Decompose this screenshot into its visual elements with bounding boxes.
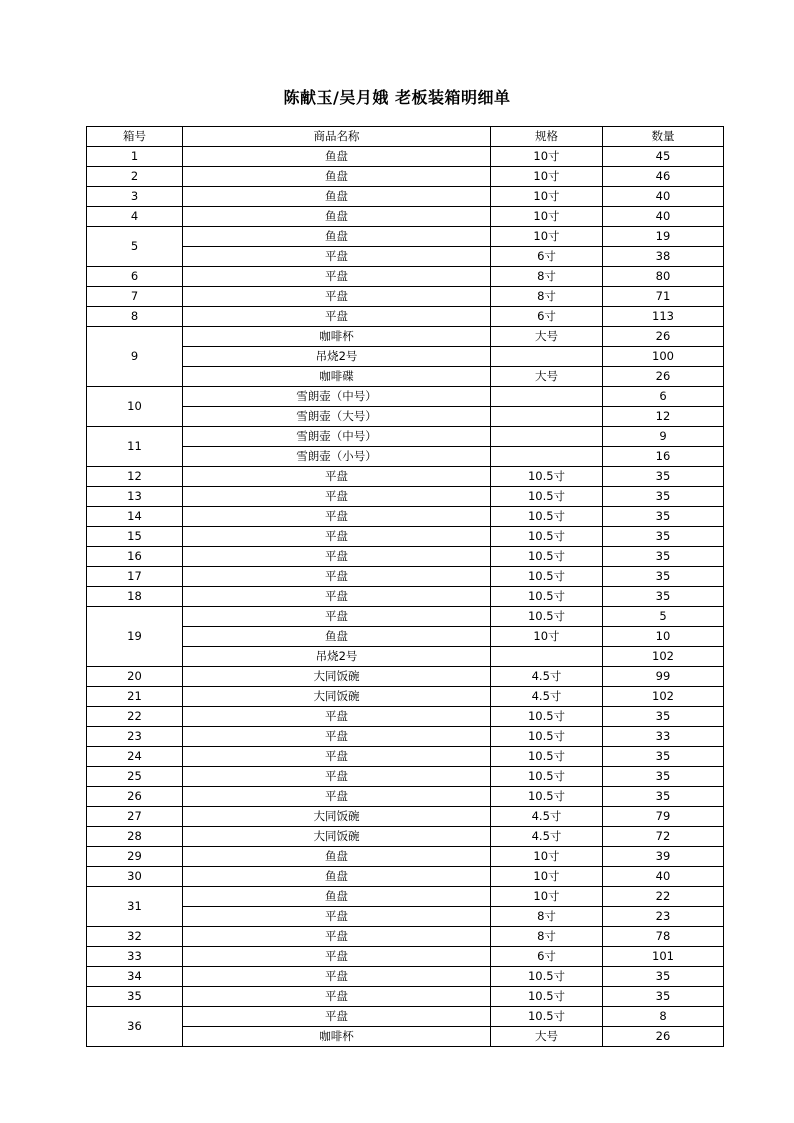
- spec-cell: 10.5寸: [491, 547, 603, 567]
- box-number-cell: 1: [87, 147, 183, 167]
- spec-cell: 10.5寸: [491, 607, 603, 627]
- product-name-cell: 鱼盘: [183, 207, 491, 227]
- header-row: [87, 127, 724, 147]
- product-name-cell: 平盘: [183, 987, 491, 1007]
- quantity-cell: 35: [603, 967, 724, 987]
- quantity-cell: 45: [603, 147, 724, 167]
- product-name-cell: 鱼盘: [183, 847, 491, 867]
- table-row: [87, 927, 724, 947]
- packing-list-table: [86, 126, 724, 1047]
- spec-cell: [491, 427, 603, 447]
- product-name-cell: 平盘: [183, 587, 491, 607]
- box-number-cell: 13: [87, 487, 183, 507]
- box-number-cell: 11: [87, 427, 183, 467]
- box-number-cell: 32: [87, 927, 183, 947]
- quantity-cell: 16: [603, 447, 724, 467]
- quantity-cell: 40: [603, 207, 724, 227]
- product-name-cell: 平盘: [183, 1007, 491, 1027]
- product-name-cell: 平盘: [183, 567, 491, 587]
- quantity-cell: 39: [603, 847, 724, 867]
- product-name-cell: 平盘: [183, 927, 491, 947]
- quantity-cell: 102: [603, 687, 724, 707]
- product-name-cell: 鱼盘: [183, 227, 491, 247]
- spec-cell: 6寸: [491, 307, 603, 327]
- box-number-cell: 10: [87, 387, 183, 427]
- table-row: [87, 807, 724, 827]
- product-name-cell: 雪朗壶（中号）: [183, 387, 491, 407]
- product-name-cell: 平盘: [183, 507, 491, 527]
- spec-cell: 10.5寸: [491, 587, 603, 607]
- box-number-cell: 16: [87, 547, 183, 567]
- product-name-cell: 平盘: [183, 487, 491, 507]
- product-name-cell: 平盘: [183, 467, 491, 487]
- box-number-cell: 17: [87, 567, 183, 587]
- spec-cell: 10寸: [491, 627, 603, 647]
- table-row: [87, 247, 724, 267]
- table-row: [87, 967, 724, 987]
- table-row: [87, 427, 724, 447]
- spec-cell: [491, 407, 603, 427]
- table-row: [87, 287, 724, 307]
- product-name-cell: 平盘: [183, 707, 491, 727]
- box-number-cell: 23: [87, 727, 183, 747]
- quantity-cell: 35: [603, 507, 724, 527]
- table-row: [87, 827, 724, 847]
- spec-cell: 4.5寸: [491, 827, 603, 847]
- box-number-cell: 4: [87, 207, 183, 227]
- product-name-cell: 平盘: [183, 307, 491, 327]
- product-name-cell: 鱼盘: [183, 867, 491, 887]
- product-name-cell: 咖啡碟: [183, 367, 491, 387]
- quantity-cell: 72: [603, 827, 724, 847]
- product-name-cell: 鱼盘: [183, 187, 491, 207]
- quantity-cell: 35: [603, 707, 724, 727]
- table-row: [87, 647, 724, 667]
- product-name-cell: 鱼盘: [183, 147, 491, 167]
- product-name-cell: 鱼盘: [183, 627, 491, 647]
- header-product-name: 商品名称: [183, 127, 491, 147]
- product-name-cell: 大同饭碗: [183, 807, 491, 827]
- spec-cell: 10寸: [491, 227, 603, 247]
- spec-cell: 10寸: [491, 187, 603, 207]
- quantity-cell: 23: [603, 907, 724, 927]
- product-name-cell: 大同饭碗: [183, 687, 491, 707]
- header-spec: 规格: [491, 127, 603, 147]
- box-number-cell: 9: [87, 327, 183, 387]
- product-name-cell: 鱼盘: [183, 887, 491, 907]
- box-number-cell: 19: [87, 607, 183, 667]
- spec-cell: 大号: [491, 1027, 603, 1047]
- box-number-cell: 5: [87, 227, 183, 267]
- quantity-cell: 35: [603, 487, 724, 507]
- quantity-cell: 19: [603, 227, 724, 247]
- product-name-cell: 雪朗壶（小号）: [183, 447, 491, 467]
- table-row: [87, 687, 724, 707]
- table-row: [87, 167, 724, 187]
- table-row: [87, 847, 724, 867]
- spec-cell: 10.5寸: [491, 567, 603, 587]
- quantity-cell: 71: [603, 287, 724, 307]
- spec-cell: 10.5寸: [491, 967, 603, 987]
- spec-cell: [491, 647, 603, 667]
- product-name-cell: 平盘: [183, 527, 491, 547]
- box-number-cell: 6: [87, 267, 183, 287]
- product-name-cell: 平盘: [183, 967, 491, 987]
- spec-cell: 大号: [491, 367, 603, 387]
- spec-cell: 10.5寸: [491, 467, 603, 487]
- box-number-cell: 2: [87, 167, 183, 187]
- box-number-cell: 14: [87, 507, 183, 527]
- box-number-cell: 15: [87, 527, 183, 547]
- table-row: [87, 887, 724, 907]
- quantity-cell: 9: [603, 427, 724, 447]
- table-row: [87, 207, 724, 227]
- spec-cell: 10.5寸: [491, 507, 603, 527]
- header-quantity: 数量: [603, 127, 724, 147]
- box-number-cell: 31: [87, 887, 183, 927]
- quantity-cell: 26: [603, 327, 724, 347]
- spec-cell: [491, 447, 603, 467]
- table-row: [87, 767, 724, 787]
- header-box-number: 箱号: [87, 127, 183, 147]
- box-number-cell: 26: [87, 787, 183, 807]
- table-row: [87, 947, 724, 967]
- quantity-cell: 35: [603, 787, 724, 807]
- spec-cell: 8寸: [491, 267, 603, 287]
- quantity-cell: 35: [603, 467, 724, 487]
- table-row: [87, 587, 724, 607]
- table-row: [87, 487, 724, 507]
- spec-cell: 10寸: [491, 887, 603, 907]
- box-number-cell: 28: [87, 827, 183, 847]
- product-name-cell: 平盘: [183, 727, 491, 747]
- box-number-cell: 35: [87, 987, 183, 1007]
- quantity-cell: 78: [603, 927, 724, 947]
- spec-cell: 10.5寸: [491, 987, 603, 1007]
- spec-cell: 8寸: [491, 907, 603, 927]
- box-number-cell: 29: [87, 847, 183, 867]
- product-name-cell: 平盘: [183, 607, 491, 627]
- product-name-cell: 平盘: [183, 267, 491, 287]
- quantity-cell: 99: [603, 667, 724, 687]
- table-row: [87, 907, 724, 927]
- table-header: [87, 127, 724, 147]
- product-name-cell: 平盘: [183, 747, 491, 767]
- quantity-cell: 102: [603, 647, 724, 667]
- table-row: [87, 267, 724, 287]
- spec-cell: 10寸: [491, 867, 603, 887]
- spec-cell: 10寸: [491, 167, 603, 187]
- table-row: [87, 227, 724, 247]
- table-row: [87, 667, 724, 687]
- quantity-cell: 79: [603, 807, 724, 827]
- spec-cell: 8寸: [491, 927, 603, 947]
- table-row: [87, 367, 724, 387]
- table-row: [87, 467, 724, 487]
- spec-cell: 大号: [491, 327, 603, 347]
- table-row: [87, 507, 724, 527]
- table-row: [87, 387, 724, 407]
- product-name-cell: 平盘: [183, 287, 491, 307]
- quantity-cell: 26: [603, 1027, 724, 1047]
- table-row: [87, 547, 724, 567]
- spec-cell: 4.5寸: [491, 667, 603, 687]
- box-number-cell: 34: [87, 967, 183, 987]
- box-number-cell: 30: [87, 867, 183, 887]
- box-number-cell: 12: [87, 467, 183, 487]
- table-row: [87, 607, 724, 627]
- product-name-cell: 大同饭碗: [183, 827, 491, 847]
- spec-cell: 6寸: [491, 947, 603, 967]
- spec-cell: 10寸: [491, 147, 603, 167]
- box-number-cell: 3: [87, 187, 183, 207]
- product-name-cell: 鱼盘: [183, 167, 491, 187]
- box-number-cell: 27: [87, 807, 183, 827]
- table-row: [87, 987, 724, 1007]
- table-row: [87, 707, 724, 727]
- product-name-cell: 平盘: [183, 787, 491, 807]
- quantity-cell: 101: [603, 947, 724, 967]
- table-row: [87, 347, 724, 367]
- box-number-cell: 18: [87, 587, 183, 607]
- spec-cell: 10.5寸: [491, 767, 603, 787]
- quantity-cell: 46: [603, 167, 724, 187]
- document-title: 陈献玉/吴月娥 老板装箱明细单: [283, 88, 511, 107]
- spec-cell: [491, 347, 603, 367]
- spec-cell: 10寸: [491, 847, 603, 867]
- quantity-cell: 100: [603, 347, 724, 367]
- quantity-cell: 35: [603, 587, 724, 607]
- box-number-cell: 33: [87, 947, 183, 967]
- table-row: [87, 307, 724, 327]
- spec-cell: 4.5寸: [491, 807, 603, 827]
- quantity-cell: 33: [603, 727, 724, 747]
- quantity-cell: 12: [603, 407, 724, 427]
- table-row: [87, 187, 724, 207]
- product-name-cell: 平盘: [183, 907, 491, 927]
- table-row: [87, 147, 724, 167]
- spec-cell: 10寸: [491, 207, 603, 227]
- spec-cell: 6寸: [491, 247, 603, 267]
- product-name-cell: 咖啡杯: [183, 327, 491, 347]
- product-name-cell: 平盘: [183, 547, 491, 567]
- product-name-cell: 平盘: [183, 767, 491, 787]
- box-number-cell: 8: [87, 307, 183, 327]
- spec-cell: 10.5寸: [491, 707, 603, 727]
- table-row: [87, 627, 724, 647]
- box-number-cell: 22: [87, 707, 183, 727]
- quantity-cell: 35: [603, 547, 724, 567]
- quantity-cell: 80: [603, 267, 724, 287]
- spec-cell: [491, 387, 603, 407]
- quantity-cell: 35: [603, 527, 724, 547]
- table-row: [87, 867, 724, 887]
- spec-cell: 10.5寸: [491, 1007, 603, 1027]
- table-body: [87, 147, 724, 1047]
- product-name-cell: 平盘: [183, 247, 491, 267]
- table-row: [87, 787, 724, 807]
- product-name-cell: 雪朗壶（中号）: [183, 427, 491, 447]
- quantity-cell: 35: [603, 987, 724, 1007]
- quantity-cell: 35: [603, 767, 724, 787]
- spec-cell: 10.5寸: [491, 787, 603, 807]
- box-number-cell: 21: [87, 687, 183, 707]
- table-row: [87, 567, 724, 587]
- quantity-cell: 113: [603, 307, 724, 327]
- spec-cell: 10.5寸: [491, 527, 603, 547]
- spec-cell: 10.5寸: [491, 747, 603, 767]
- product-name-cell: 雪朗壶（大号）: [183, 407, 491, 427]
- quantity-cell: 10: [603, 627, 724, 647]
- quantity-cell: 6: [603, 387, 724, 407]
- table-row: [87, 407, 724, 427]
- product-name-cell: 大同饭碗: [183, 667, 491, 687]
- quantity-cell: 35: [603, 747, 724, 767]
- table-row: [87, 447, 724, 467]
- table-row: [87, 747, 724, 767]
- table-row: [87, 1007, 724, 1027]
- quantity-cell: 35: [603, 567, 724, 587]
- spec-cell: 10.5寸: [491, 487, 603, 507]
- table-row: [87, 327, 724, 347]
- product-name-cell: 咖啡杯: [183, 1027, 491, 1047]
- table-row: [87, 727, 724, 747]
- quantity-cell: 26: [603, 367, 724, 387]
- spec-cell: 4.5寸: [491, 687, 603, 707]
- quantity-cell: 38: [603, 247, 724, 267]
- quantity-cell: 5: [603, 607, 724, 627]
- spec-cell: 10.5寸: [491, 727, 603, 747]
- product-name-cell: 平盘: [183, 947, 491, 967]
- table-row: [87, 527, 724, 547]
- box-number-cell: 24: [87, 747, 183, 767]
- spec-cell: 8寸: [491, 287, 603, 307]
- quantity-cell: 40: [603, 867, 724, 887]
- box-number-cell: 25: [87, 767, 183, 787]
- quantity-cell: 8: [603, 1007, 724, 1027]
- table-row: [87, 1027, 724, 1047]
- box-number-cell: 20: [87, 667, 183, 687]
- box-number-cell: 7: [87, 287, 183, 307]
- box-number-cell: 36: [87, 1007, 183, 1047]
- product-name-cell: 吊烧2号: [183, 347, 491, 367]
- quantity-cell: 40: [603, 187, 724, 207]
- product-name-cell: 吊烧2号: [183, 647, 491, 667]
- quantity-cell: 22: [603, 887, 724, 907]
